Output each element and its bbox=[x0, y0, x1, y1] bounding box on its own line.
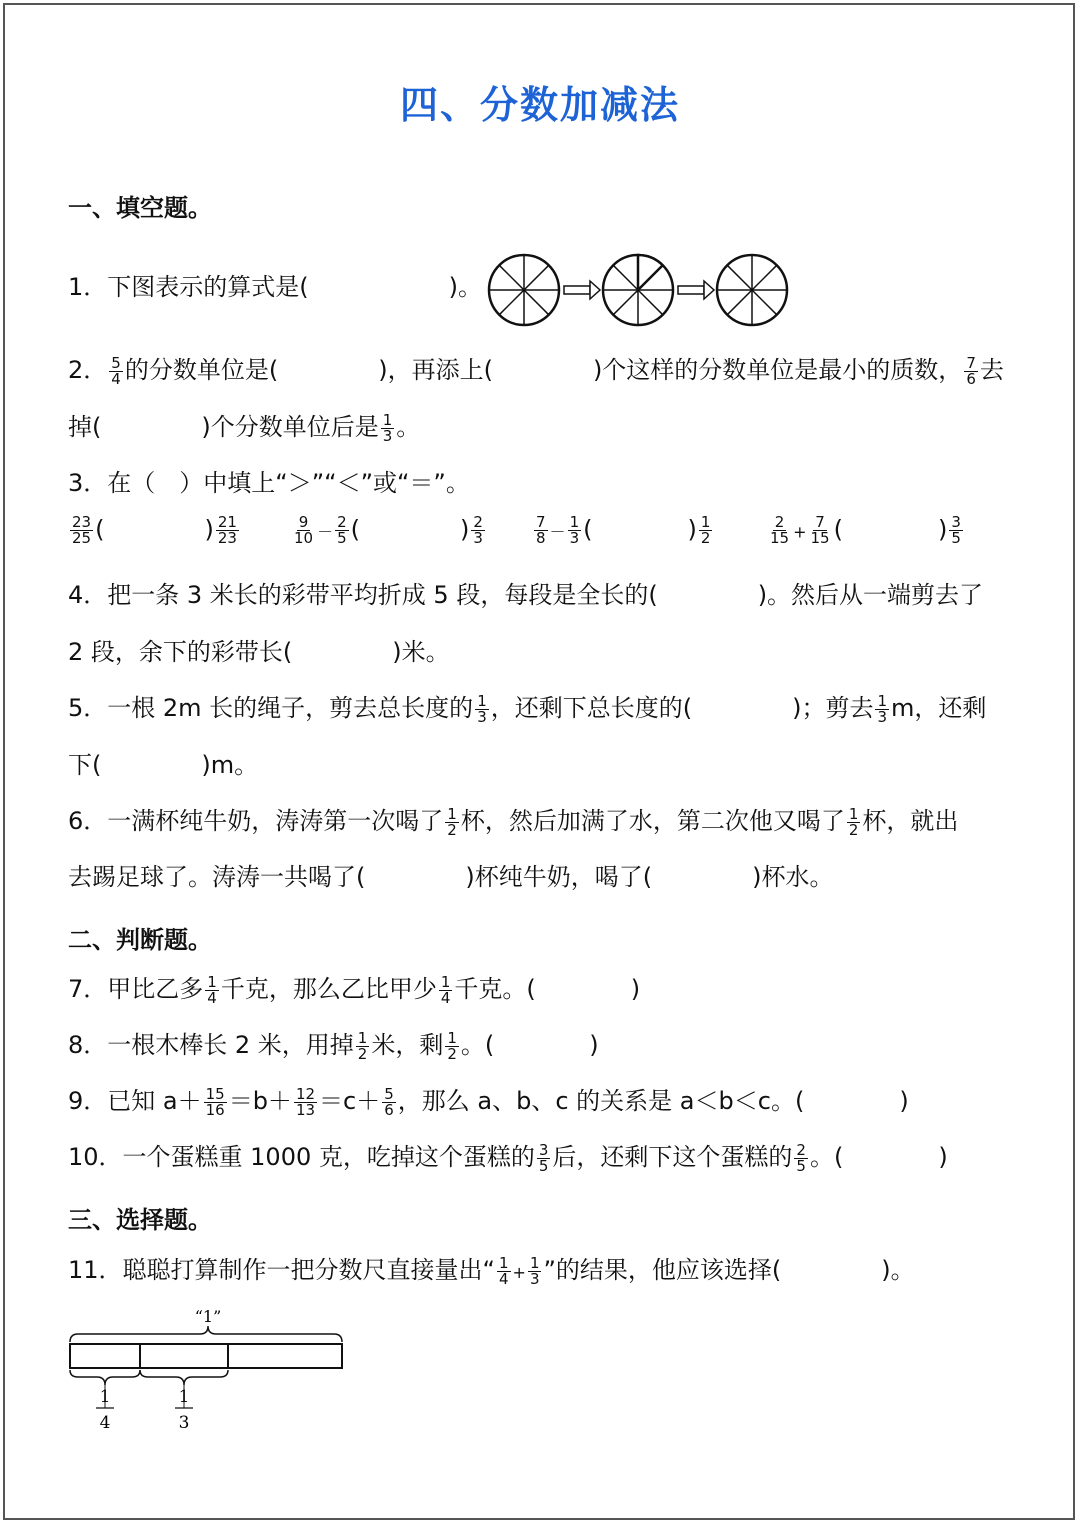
question-1 bbox=[68, 272, 482, 302]
question-10 bbox=[68, 1142, 948, 1174]
circle-partial-2 bbox=[603, 255, 673, 325]
fraction: $\frac{3}{5}$ bbox=[951, 513, 961, 547]
fraction: $\frac{12}{13}$ bbox=[295, 1084, 316, 1119]
q6-text: )杯水。 bbox=[752, 863, 834, 891]
arrow-1 bbox=[564, 281, 600, 299]
q9-text: ＝c＋ bbox=[319, 1087, 381, 1115]
q11-text: 11．聪聪打算制作一把分数尺直接量出“ bbox=[68, 1256, 495, 1284]
q5-text: )；剪去 bbox=[792, 694, 874, 722]
fraction: $\frac{23}{25}$ bbox=[72, 513, 92, 547]
compare-item-4: $\frac{2}{15}$ + $\frac{7}{15}$ ( ) $\frac{3}{5}$ bbox=[770, 513, 961, 547]
question-6-cont bbox=[68, 862, 833, 892]
fraction: $\frac{3}{5}$ bbox=[538, 1140, 549, 1175]
q5-text: m，还剩 bbox=[891, 694, 987, 722]
arrow-2 bbox=[678, 281, 714, 299]
ruler-brace-third bbox=[140, 1370, 228, 1385]
compare-item-1: $\frac{23}{25}$ ( ) $\frac{21}{23}$ bbox=[72, 513, 237, 547]
q5-text: 下( bbox=[68, 751, 102, 779]
fraction: $\frac{1}{3}$ bbox=[877, 691, 888, 726]
ruler-top-brace bbox=[70, 1326, 342, 1342]
q9-text: ＝b＋ bbox=[228, 1087, 292, 1115]
ruler-top-label: “1” bbox=[194, 1307, 222, 1326]
question-4-cont bbox=[68, 637, 450, 667]
q9-text: ，那么 a、b、c 的关系是 a＜b＜c。( bbox=[397, 1087, 805, 1115]
fraction: $\frac{7}{15}$ bbox=[810, 513, 830, 547]
fraction: $\frac{1}{4}$ bbox=[498, 1253, 509, 1288]
fraction: $\frac{9}{10}$ bbox=[294, 513, 314, 547]
question-3: 3．在（ ）中填上“＞”“＜”或“＝”。 bbox=[68, 469, 470, 497]
q2-text: 。 bbox=[396, 413, 421, 441]
question-11: 11．聪聪打算制作一把分数尺直接量出“ $\frac{1}{4}$ + $\frac{1}{3}$ ”的结果，他应该选择( )。 bbox=[68, 1253, 915, 1288]
fraction: $\frac{5}{6}$ bbox=[384, 1084, 394, 1119]
question-5 bbox=[68, 693, 986, 725]
ruler-label-third-den: 3 bbox=[178, 1413, 190, 1433]
fraction: $\frac{15}{16}$ bbox=[205, 1084, 225, 1119]
fraction: $\frac{1}{2}$ bbox=[357, 1028, 368, 1063]
circle-result-3 bbox=[717, 255, 787, 325]
ruler-label-third-num: 1 bbox=[178, 1387, 190, 1407]
q5-text: 5．一根 2m 长的绳子，剪去总长度的 bbox=[68, 694, 474, 722]
q8-text: 米，剩 bbox=[371, 1031, 444, 1059]
q9-text: 9．已知 a＋ bbox=[68, 1087, 202, 1115]
page-title: 四、分数加减法 bbox=[399, 83, 680, 127]
fraction: $\frac{2}{3}$ bbox=[473, 513, 483, 547]
q1-text: 1．下图表示的算式是( bbox=[68, 273, 309, 301]
q6-text: 杯，然后加满了水，第二次他又喝了 bbox=[460, 807, 845, 835]
fraction: $\frac{1}{4}$ bbox=[207, 972, 217, 1007]
fraction: $\frac{2}{15}$ bbox=[770, 513, 790, 547]
q4-text: )米。 bbox=[392, 638, 450, 666]
compare-item-3: $\frac{7}{8}$ － $\frac{1}{3}$ ( ) $\frac{1}{2}$ bbox=[536, 513, 711, 547]
q8-text: 8．一根木棒长 2 米，用掉 bbox=[68, 1031, 354, 1059]
q2-text: 的分数单位是( bbox=[124, 356, 279, 384]
fraction: $\frac{1}{2}$ bbox=[700, 513, 711, 547]
q11-text: ”的结果，他应该选择( bbox=[543, 1256, 782, 1284]
q6-text: 去踢足球了。涛涛一共喝了( bbox=[68, 863, 366, 891]
question-7 bbox=[68, 974, 640, 1006]
q2-text: 去 bbox=[979, 356, 1004, 384]
section-heading-fill-blank: 一、填空题。 bbox=[68, 194, 212, 222]
q10-text: 10．一个蛋糕重 1000 克，吃掉这个蛋糕的 bbox=[68, 1143, 535, 1171]
q2-text: )个这样的分数单位是最小的质数， bbox=[592, 356, 963, 384]
q7-text: ) bbox=[630, 975, 641, 1003]
q4-text: 2 段，余下的彩带长( bbox=[68, 638, 293, 666]
question-2-cont bbox=[68, 412, 420, 444]
fraction: $\frac{1}{4}$ bbox=[440, 972, 451, 1007]
fraction: $\frac{1}{2}$ bbox=[447, 1028, 457, 1063]
fraction: $\frac{7}{8}$ bbox=[536, 513, 546, 547]
ruler-label-quarter-num: 1 bbox=[99, 1387, 111, 1407]
q10-text: ) bbox=[938, 1143, 948, 1171]
circle-fraction-diagram bbox=[486, 252, 796, 330]
q11-text: )。 bbox=[881, 1256, 915, 1284]
fraction: $\frac{2}{5}$ bbox=[796, 1140, 806, 1175]
ruler-bar bbox=[70, 1344, 342, 1368]
fraction: $\frac{1}{3}$ bbox=[529, 1253, 540, 1288]
fraction: $\frac{1}{3}$ bbox=[382, 410, 393, 445]
q6-text: 杯，就出 bbox=[862, 807, 959, 835]
ruler-brace-quarter bbox=[70, 1370, 140, 1385]
question-9 bbox=[68, 1086, 909, 1118]
q4-text: 4．把一条 3 米长的彩带平均折成 5 段，每段是全长的( bbox=[68, 581, 658, 609]
q8-text: ) bbox=[589, 1031, 599, 1059]
q4-text: )。然后从一端剪去了 bbox=[757, 581, 984, 609]
q7-text: 7．甲比乙多 bbox=[68, 975, 204, 1003]
fraction: $\frac{21}{23}$ bbox=[217, 513, 237, 547]
fraction: $\frac{5}{4}$ bbox=[111, 353, 121, 388]
q8-text: 。( bbox=[460, 1031, 495, 1059]
fraction: $\frac{1}{2}$ bbox=[848, 804, 859, 839]
compare-item-2: $\frac{9}{10}$ － $\frac{2}{5}$ ( ) $\frac{2}{3}$ bbox=[294, 513, 483, 547]
question-5-cont bbox=[68, 750, 258, 780]
fraction: $\frac{2}{5}$ bbox=[337, 513, 347, 547]
q9-text: ) bbox=[899, 1087, 909, 1115]
fraction: $\frac{1}{3}$ bbox=[477, 691, 487, 726]
q6-text: 6．一满杯纯牛奶，涛涛第一次喝了 bbox=[68, 807, 444, 835]
fraction: $\frac{1}{2}$ bbox=[447, 804, 457, 839]
q1-text-end: )。 bbox=[448, 273, 483, 301]
q5-text: ，还剩下总长度的( bbox=[490, 694, 693, 722]
q7-text: 千克，那么乙比甲少 bbox=[220, 975, 437, 1003]
q7-text: 千克。( bbox=[454, 975, 536, 1003]
section-heading-multiple-choice: 三、选择题。 bbox=[68, 1206, 212, 1234]
fraction: $\frac{7}{6}$ bbox=[966, 353, 976, 388]
q6-text: )杯纯牛奶，喝了( bbox=[465, 863, 653, 891]
fraction-ruler-diagram bbox=[60, 1300, 360, 1440]
circle-whole-1 bbox=[489, 255, 559, 325]
fraction: $\frac{1}{3}$ bbox=[569, 513, 580, 547]
q2-number: 2． bbox=[68, 356, 108, 384]
q5-text: )m。 bbox=[201, 751, 259, 779]
question-6 bbox=[68, 806, 958, 838]
question-4 bbox=[68, 580, 983, 610]
q2-text: )，再添上( bbox=[378, 356, 493, 384]
question-2 bbox=[68, 355, 1004, 387]
ruler-label-quarter-den: 4 bbox=[99, 1413, 111, 1433]
question-8 bbox=[68, 1030, 599, 1062]
section-heading-true-false: 二、判断题。 bbox=[68, 926, 212, 954]
q2-text: )个分数单位后是 bbox=[201, 413, 379, 441]
q10-text: 。( bbox=[809, 1143, 844, 1171]
q10-text: 后，还剩下这个蛋糕的 bbox=[552, 1143, 793, 1171]
q2-text: 掉( bbox=[68, 413, 102, 441]
